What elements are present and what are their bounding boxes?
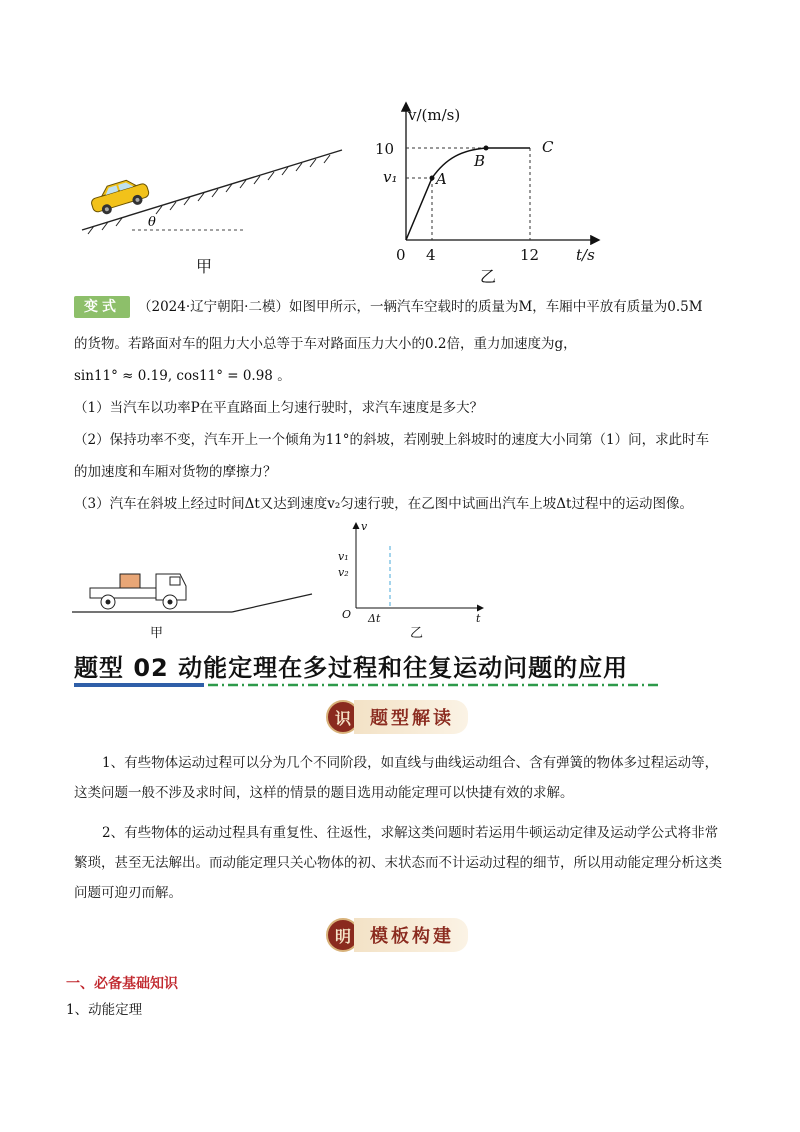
problem-line-1-text: 如图甲所示，一辆汽车空载时的质量为M，车厢中平放有质量为0.5M [288, 299, 703, 315]
problem-line-2: 的货物。若路面对车的阻力大小总等于车对路面压力大小的0.2倍，重力加速度为g， [74, 336, 577, 352]
mid-tick-v1: v₁ [338, 550, 349, 563]
badge-label-2: 模板构建 [354, 918, 468, 952]
mid-tick-v2: v₂ [338, 566, 349, 579]
badge-template [326, 918, 468, 952]
vt-graph [370, 96, 610, 276]
question-3: （3）汽车在斜坡上经过时间Δt又达到速度v₂匀速行驶，在乙图中试画出汽车上坡Δt过程中的运动图像。 [74, 496, 693, 512]
figure-mid-caption-right: 乙 [410, 626, 424, 641]
problem-line-1 [74, 296, 703, 318]
graph-y-axis-label: v/(m/s) [408, 106, 461, 124]
graph-x-tick-0: 0 [396, 246, 406, 264]
question-2a: （2）保持功率不变，汽车开上一个倾角为11°的斜坡，若刚驶上斜坡时的速度大小同第（1）问，求此时车 [74, 432, 710, 448]
question-1: （1）当汽车以功率P在平直路面上匀速行驶时，求汽车速度是多大？ [74, 400, 484, 416]
graph-x-tick-4: 4 [426, 246, 436, 264]
graph-x-axis-label: t/s [576, 246, 595, 264]
paragraph-1: 1、有些物体运动过程可以分为几个不同阶段，如直线与曲线运动组合、含有弹簧的物体多过程运动等，这类问题一般不涉及求时间，这样的情景的题目选用动能定理可以快捷有效的求解。 [74, 755, 719, 801]
badge-icon-ming: 明 [326, 918, 360, 952]
blank-vt-axes [332, 518, 492, 628]
figure-top-caption-right: 乙 [480, 267, 497, 286]
problem-line-3: sin11° ≈ 0.19, cos11° = 0.98 。 [74, 368, 291, 384]
angle-label: θ [148, 215, 156, 230]
badge-icon-shi: 识 [326, 700, 360, 734]
graph-y-tick-v1: v₁ [383, 168, 398, 186]
heading-underline [74, 682, 660, 688]
graph-point-a: A [436, 170, 447, 188]
mid-tick-dt: Δt [368, 612, 381, 625]
truck-icon [90, 574, 186, 609]
section-title: 一、必备基础知识 [66, 976, 178, 992]
figure-top-caption-left: 甲 [196, 257, 213, 276]
figure-mid-caption-left: 甲 [150, 626, 164, 641]
badge-label-1: 题型解读 [354, 700, 468, 734]
mid-origin: O [342, 608, 352, 621]
variant-tag: 变式 [74, 296, 130, 318]
question-2b: 的加速度和车厢对货物的摩擦力？ [74, 464, 277, 480]
graph-point-c: C [542, 138, 554, 156]
mid-axis-t: t [476, 612, 481, 625]
mid-axis-v: v [361, 520, 368, 533]
item-1: 1、动能定理 [66, 1002, 143, 1018]
graph-x-tick-12: 12 [520, 246, 540, 264]
paragraph-2: 2、有些物体的运动过程具有重复性、往返性，求解这类问题时若运用牛顿运动定律及运动学公式将非常繁琐，甚至无法解出。而动能定理只关心物体的初、末状态而不计运动过程的细节，所以用动能定理分析这类问题可迎刃而解。 [74, 825, 722, 901]
graph-point-b: B [474, 152, 486, 170]
incline-car-figure [72, 140, 352, 240]
truck-figure [72, 560, 322, 620]
badge-question-type [326, 700, 468, 734]
problem-source: （2024·辽宁朝阳·二模） [138, 299, 289, 315]
section-heading: 题型 02 动能定理在多过程和往复运动问题的应用 [74, 654, 629, 682]
graph-y-tick-10: 10 [375, 140, 395, 158]
